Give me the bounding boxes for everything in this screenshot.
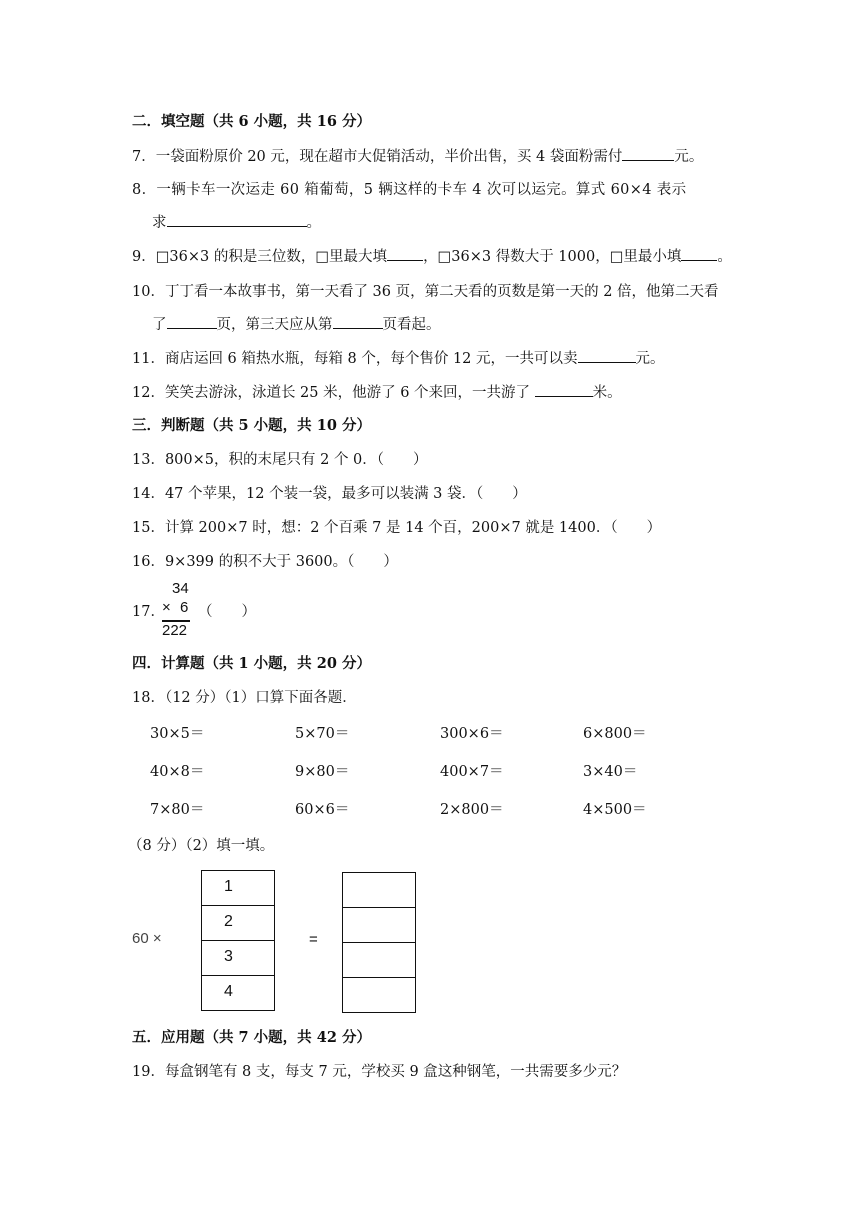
answer-blank[interactable] [681, 246, 717, 261]
answer-box[interactable] [342, 977, 416, 1013]
question-17-label: 17． [132, 604, 165, 620]
calc-item: 2×800＝ [440, 802, 504, 818]
multiplier-box: 1 [201, 870, 275, 906]
calc-item: 300×6＝ [440, 726, 504, 742]
answer-box[interactable] [342, 872, 416, 908]
question-8-line2: 求 。 [152, 212, 321, 233]
calc-item: 7×80＝ [150, 802, 205, 818]
question-10-line1: 10．丁丁看一本故事书，第一天看了 36 页，第二天看的页数是第一天的 2 倍，他第二天看 [132, 284, 719, 300]
answer-blank[interactable] [167, 212, 307, 227]
multiplier-box: 2 [201, 905, 275, 941]
question-15: 15．计算 200×7 时，想：2 个百乘 7 是 14 个百，200×7 就是 1400．（ ） [132, 520, 662, 536]
calc-item: 3×40＝ [583, 764, 638, 780]
multiplier-box: 4 [201, 975, 275, 1011]
section-fill-heading: 二．填空题（共 6 小题，共 16 分） [132, 113, 371, 130]
equals-sign: = [309, 931, 318, 948]
multiplier-digit: 6 [180, 599, 189, 616]
multiplicand: 34 [172, 580, 189, 597]
calc-item: 5×70＝ [295, 726, 350, 742]
factor-label: 60 × [132, 930, 162, 947]
question-11: 11．商店运回 6 箱热水瓶，每箱 8 个，每个售价 12 元，一共可以卖 元。 [132, 348, 665, 369]
question-10-line2: 了 页，第三天应从第 页看起。 [152, 314, 441, 335]
question-19: 19．每盒钢笔有 8 支，每支 7 元，学校买 9 盒这种钢笔，一共需要多少元？ [132, 1064, 627, 1080]
times-sign: × [162, 599, 171, 616]
calc-item: 40×8＝ [150, 764, 205, 780]
answer-blank[interactable] [387, 246, 423, 261]
calc-item: 4×500＝ [583, 802, 647, 818]
question-13: 13．800×5，积的末尾只有 2 个 0．（ ） [132, 452, 428, 468]
answer-blank[interactable] [578, 348, 636, 363]
calc-item: 60×6＝ [295, 802, 350, 818]
question-16: 16．9×399 的积不大于 3600。（ ） [132, 554, 398, 570]
multiplier-box: 3 [201, 940, 275, 976]
answer-blank[interactable] [333, 314, 383, 329]
question-17-paren: （ ） [198, 604, 256, 620]
section-apply-heading: 五．应用题（共 7 小题，共 42 分） [132, 1029, 371, 1046]
question-8-line1: 8．一辆卡车一次运走 60 箱葡萄，5 辆这样的卡车 4 次可以运完。算式 60×4 表示 [132, 182, 687, 198]
product: 222 [162, 622, 188, 639]
answer-blank[interactable] [167, 314, 217, 329]
section-judge-heading: 三．判断题（共 5 小题，共 10 分） [132, 417, 371, 434]
answer-blank[interactable] [535, 382, 593, 397]
question-18-part2: （8 分）（2）填一填。 [128, 838, 275, 854]
question-9: 9．□36×3 的积是三位数，□里最大填 ，□36×3 得数大于 1000，□里最小填 。 [132, 246, 732, 267]
answer-box[interactable] [342, 907, 416, 943]
question-14: 14．47 个苹果，12 个装一袋，最多可以装满 3 袋．（ ） [132, 486, 527, 502]
answer-blank[interactable] [622, 146, 674, 161]
calc-item: 6×800＝ [583, 726, 647, 742]
question-7: 7．一袋面粉原价 20 元，现在超市大促销活动，半价出售，买 4 袋面粉需付 元。 [132, 146, 703, 167]
question-18-heading: 18．（12 分）（1）口算下面各题． [132, 690, 357, 706]
calc-item: 400×7＝ [440, 764, 504, 780]
question-12: 12．笑笑去游泳，泳道长 25 米，他游了 6 个来回，一共游了 米。 [132, 382, 622, 403]
calc-item: 30×5＝ [150, 726, 205, 742]
calc-item: 9×80＝ [295, 764, 350, 780]
answer-box[interactable] [342, 942, 416, 978]
section-calc-heading: 四．计算题（共 1 小题，共 20 分） [132, 655, 371, 672]
